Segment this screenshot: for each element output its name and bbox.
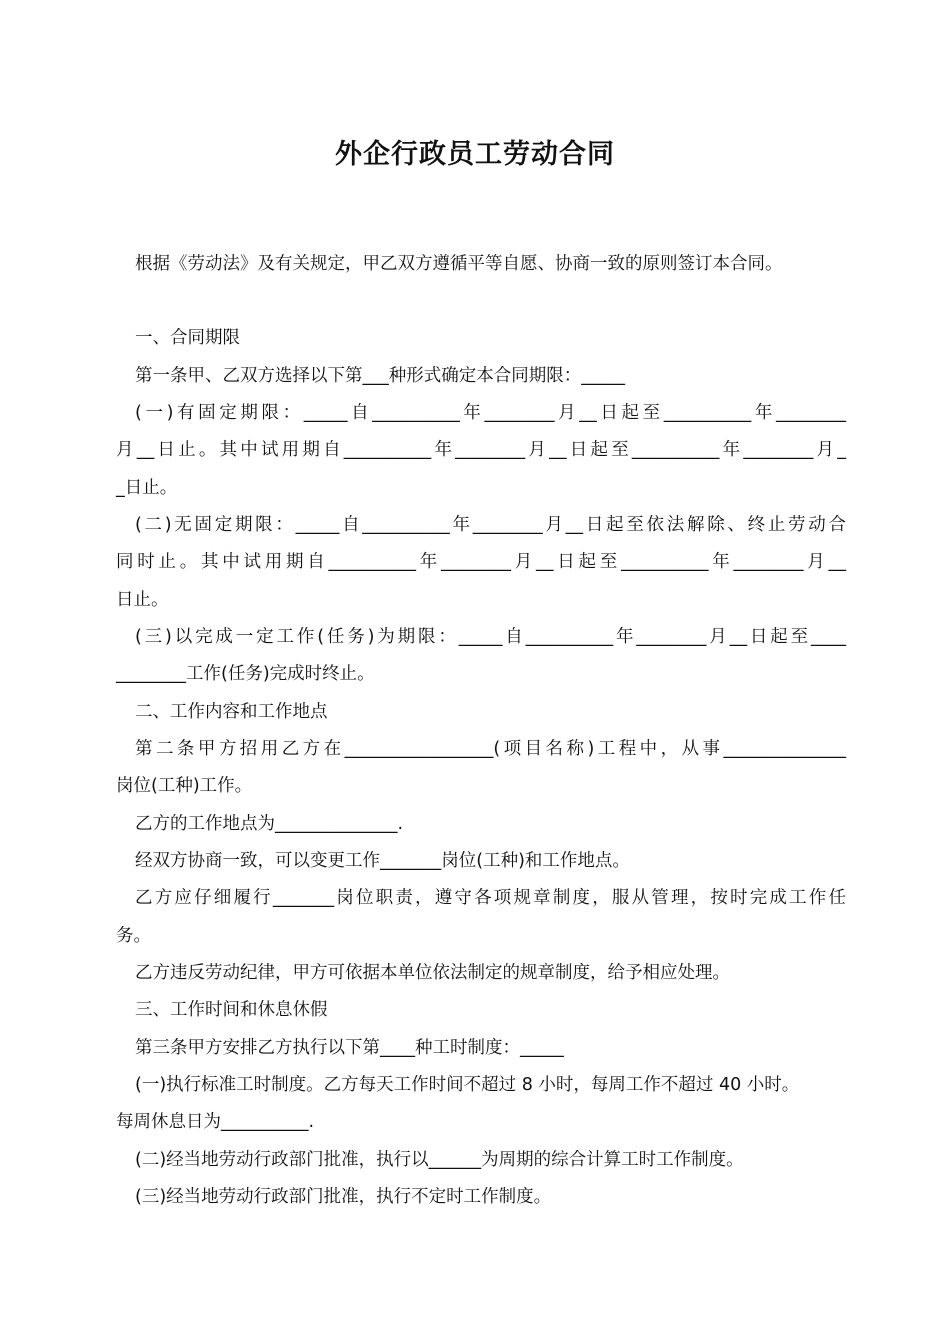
intro-paragraph: 根据《劳动法》及有关规定，甲乙双方遵循平等自愿、协商一致的原则签订本合同。 [135, 254, 783, 274]
clause-line: 第二条甲方招用乙方在_________________(项目名称)工程中，从事______________ [135, 739, 846, 759]
clause-line: 岗位(工种)工作。 [116, 776, 253, 796]
clause-line: 经双方协商一致，可以变更工作_______岗位(工种)和工作地点。 [135, 851, 630, 871]
clause-line: (二)无固定期限：_____自__________年________月__日起至依法解除、终止劳动合 [135, 515, 846, 535]
clause-line: 乙方违反劳动纪律，甲方可依据本单位依法制定的规章制度，给予相应处理。 [135, 963, 730, 983]
section-heading: 一、合同期限 [135, 328, 240, 348]
clause-line: _日止。 [116, 478, 178, 498]
clause-line: (一)执行标准工时制度。乙方每天工作时间不超过 8 小时，每周工作不超过 40 小时。 [135, 1075, 800, 1095]
clause-line: 同时止。其中试用期自__________年________月__日起至__________年________月__ [116, 552, 846, 572]
clause-line: ________工作(任务)完成时终止。 [116, 664, 375, 684]
clause-line: 每周休息日为__________. [116, 1112, 315, 1132]
clause-line: (三)以完成一定工作(任务)为期限：_____自__________年________月__日起至____ [135, 627, 846, 647]
clause-line: 月__日止。其中试用期自__________年________月__日起至__________年________月_ [116, 440, 846, 460]
section-heading: 二、工作内容和工作地点 [135, 702, 328, 722]
clause-line: (二)经当地劳动行政部门批准，执行以______为周期的综合计算工时工作制度。 [135, 1150, 744, 1170]
clause-line: 乙方的工作地点为______________. [135, 814, 404, 834]
clause-line: 第三条甲方安排乙方执行以下第____种工时制度：_____ [135, 1038, 564, 1058]
document-title: 外企行政员工劳动合同 [335, 139, 615, 170]
section-heading: 三、工作时间和休息休假 [135, 1000, 328, 1020]
clause-line: (三)经当地劳动行政部门批准，执行不定时工作制度。 [135, 1187, 552, 1207]
clause-line: 日止。 [116, 590, 169, 610]
clause-line: 第一条甲、乙双方选择以下第___种形式确定本合同期限：_____ [135, 366, 625, 386]
clause-line: 乙方应仔细履行_______岗位职责，遵守各项规章制度，服从管理，按时完成工作任 [135, 888, 846, 908]
clause-line: 务。 [116, 926, 151, 946]
clause-line: (一)有固定期限：_____自__________年________月__日起至__________年________ [135, 403, 846, 423]
